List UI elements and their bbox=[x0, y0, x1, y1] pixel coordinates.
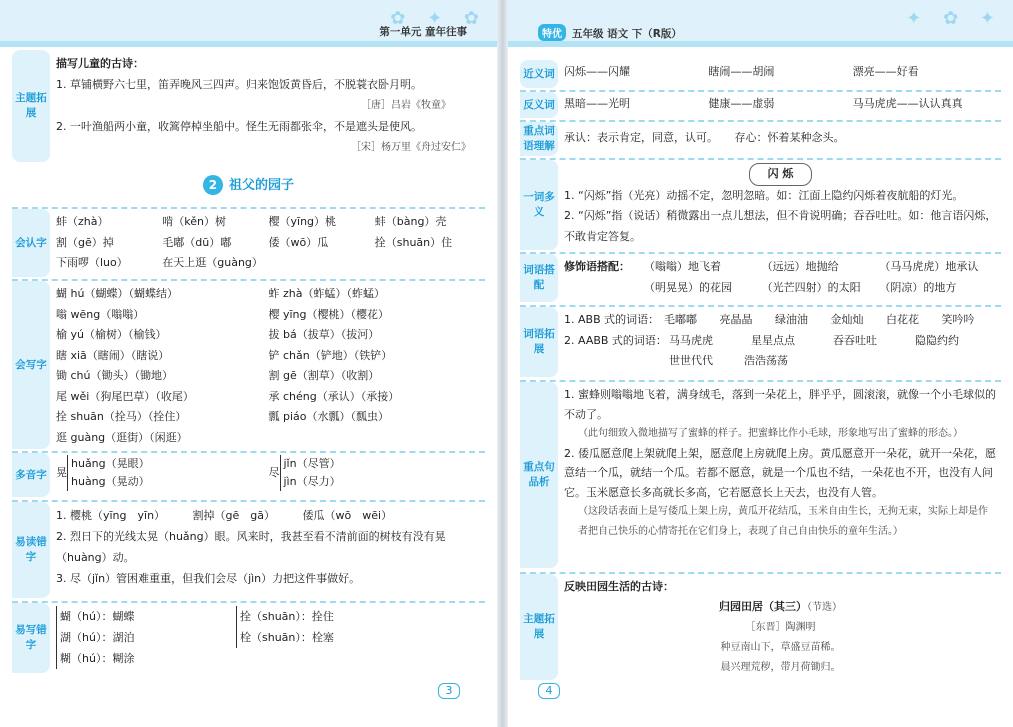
poem-author: ［东晋］陶渊明 bbox=[745, 622, 816, 633]
poem-title: 归园田居（其三） bbox=[719, 600, 807, 613]
accum-word: 隐隐约约 bbox=[915, 333, 959, 347]
misread-line: 3. 尽（jǐn）管困难重重，但我们会尽（jìn）力把这件事做好。 bbox=[56, 572, 361, 585]
char-item: 啃（kěn）树 bbox=[162, 215, 226, 228]
char-item: 在天上逛（guàng） bbox=[162, 256, 263, 269]
lesson-title-text: 祖父的园子 bbox=[228, 178, 294, 193]
poly-reading: jǐn（尽管） bbox=[283, 457, 341, 470]
write-item: 蝴 hú（蝴蝶）（蝴蝶结） bbox=[56, 287, 178, 300]
accum-word: 吞吞吐吐 bbox=[833, 333, 877, 347]
miswrite-block bbox=[12, 601, 485, 673]
misread-line: 1. 樱桃（yīng yīn） 割掉（gē gā） 倭瓜（wō wēi） bbox=[56, 509, 393, 522]
grade-title: 五年级 语文 下（R版） bbox=[572, 28, 682, 40]
write-item: 拴 shuān（拴马）（拴住） bbox=[56, 410, 187, 423]
book-header bbox=[538, 24, 682, 41]
unit-header: 第一单元 童年往事 bbox=[379, 26, 467, 38]
write-item: 尾 wěi（狗尾巴草）（收尾） bbox=[56, 389, 194, 403]
misread-block bbox=[12, 500, 485, 598]
block-label: 主题拓展 bbox=[12, 50, 50, 162]
block-label: 易读错字 bbox=[12, 502, 50, 598]
misread-line: 2. 烈日下的光线太晃（huǎng）眼。风来时，我甚至看不清前面的树枝有没有晃（huàng）动。 bbox=[56, 530, 446, 564]
char-item: 割（gē）掉 bbox=[56, 235, 114, 249]
miswrite-item: 湖（hú）：湖泊 bbox=[60, 631, 135, 644]
collocation-item: （阴凉）的地方 bbox=[879, 280, 957, 294]
recognize-block bbox=[12, 207, 485, 277]
brand-logo: 特优 bbox=[538, 24, 566, 41]
char-item: 毛嘟（dū）嘟 bbox=[162, 235, 232, 249]
definition: 承认：表示肯定，同意，认可。 bbox=[564, 131, 713, 144]
block-label: 反义词 bbox=[520, 92, 558, 118]
poem-source: ［宋］杨万里《舟过安仁》 bbox=[351, 142, 471, 153]
word-expand-block bbox=[520, 305, 1001, 377]
write-item: 樱 yīng（樱桃）（樱花） bbox=[268, 307, 390, 321]
collocation-block bbox=[520, 252, 1001, 302]
accum-word: 金灿灿 bbox=[830, 313, 864, 326]
write-item: 逛 guàng（逛街）（闲逛） bbox=[56, 430, 188, 444]
poly-reading: huàng（晃动） bbox=[71, 475, 150, 488]
collocation-item: （马马虎虎）地承认 bbox=[879, 260, 979, 273]
accum-heading: 2. AABB 式的词语： bbox=[564, 333, 667, 347]
word-pair: 马马虎虎——认认真真 bbox=[852, 97, 963, 110]
decor-dots: ✦ ✿ ✦ bbox=[906, 8, 1003, 29]
poem-line: 种豆南山下，草盛豆苗稀。 bbox=[720, 642, 841, 653]
header-bar bbox=[508, 41, 1013, 47]
block-label: 词语搭配 bbox=[520, 254, 558, 302]
sentence-note: （这段话表面上是写倭瓜上架上房，黄瓜开花结瓜，玉米自由生长，无拘无束，实际上却是作者把自己快乐的心情寄托在它们身上，表现了自己自由快乐的童年生活。） bbox=[578, 506, 988, 537]
block-label: 重点词语理解 bbox=[520, 122, 558, 156]
accum-word: 毛嘟嘟 bbox=[664, 313, 697, 326]
accum-word: 白花花 bbox=[886, 313, 919, 326]
block-label: 一词多义 bbox=[520, 160, 558, 250]
block-label: 多音字 bbox=[12, 453, 50, 497]
block-label: 重点句品析 bbox=[520, 382, 558, 568]
key-words-block bbox=[520, 120, 1001, 156]
miswrite-item: 糊（hú）：糊涂 bbox=[60, 652, 135, 665]
char-item: 下雨啰（luo） bbox=[56, 256, 128, 269]
book-spine bbox=[497, 0, 508, 727]
collocation-item: （嗡嗡）地飞着 bbox=[644, 260, 721, 273]
write-item: 嗡 wēng（嗡嗡） bbox=[56, 307, 145, 321]
word-pair: 健康——虚弱 bbox=[708, 97, 775, 110]
write-item: 承 chéng（承认）（承接） bbox=[268, 389, 400, 403]
poem-line: 1. 草铺横野六七里，笛弄晚风三四声。归来饱饭黄昏后，不脱蓑衣卧月明。 bbox=[56, 78, 422, 91]
poem-heading: 描写儿童的古诗： bbox=[56, 57, 144, 70]
miswrite-item: 蝴（hú）：蝴蝶 bbox=[60, 610, 135, 623]
poly-char: 尽 bbox=[268, 466, 280, 479]
theme-expand-block bbox=[520, 572, 1001, 680]
poly-reading: jìn（尽力） bbox=[283, 475, 341, 488]
poly-reading: huǎng（晃眼） bbox=[71, 457, 150, 470]
sentence: 1. 蜜蜂则嗡嗡地飞着，满身绒毛，落到一朵花上，胖乎乎，圆滚滚，就像一个小毛球似的不动了。 bbox=[564, 388, 996, 421]
poem-line: 晨兴理荒秽，带月荷锄归。 bbox=[720, 662, 841, 673]
page-number: 4 bbox=[538, 683, 560, 699]
block-label: 近义词 bbox=[520, 60, 558, 88]
write-block bbox=[12, 279, 485, 449]
block-label: 会认字 bbox=[12, 209, 50, 277]
word-pair: 漂亮——好看 bbox=[852, 65, 919, 78]
header-bar bbox=[0, 41, 497, 47]
block-label: 主题拓展 bbox=[520, 574, 558, 680]
poem-source: ［唐］吕岩《牧童》 bbox=[361, 100, 451, 111]
definition: 存心：怀着某种念头。 bbox=[734, 131, 845, 144]
write-item: 榆 yú（榆树）（榆钱） bbox=[56, 328, 167, 341]
char-item: 蚌（bàng）壳 bbox=[374, 215, 447, 228]
theme-heading: 反映田园生活的古诗： bbox=[564, 580, 674, 593]
polyphone-block bbox=[12, 451, 485, 497]
collocation-heading: 修饰语搭配： bbox=[564, 260, 630, 273]
collocation-item: （光芒四射）的太阳 bbox=[761, 280, 861, 294]
accum-word: 绿油油 bbox=[775, 313, 808, 326]
accum-word: 马马虎虎 bbox=[669, 333, 713, 347]
write-item: 铲 chǎn（铲地）（铁铲） bbox=[268, 348, 393, 362]
miswrite-item: 拴（shuān）：拴住 bbox=[240, 610, 334, 623]
sentence-analysis-block bbox=[520, 380, 1001, 568]
accum-word: 笑吟吟 bbox=[941, 313, 975, 326]
theme-expand-block bbox=[12, 50, 485, 162]
write-item: 瓢 piáo（水瓢）（瓢虫） bbox=[268, 410, 390, 423]
word-pair: 闪烁——闪耀 bbox=[564, 65, 630, 78]
word-pill: 闪 烁 bbox=[749, 163, 813, 186]
lesson-number: 2 bbox=[203, 175, 223, 195]
sentence: 2. 倭瓜愿意爬上架就爬上架，愿意爬上房就爬上房。黄瓜愿意开一朵花，就开一朵花，愿意结一个瓜，就结一个瓜。若都不愿意，就是一个瓜也不结，一朵花也不开，也没有人问它。玉米愿意长多高就长多高，它若愿意长上天去，也没有人管。 bbox=[564, 446, 996, 499]
collocation-item: （明晃晃）的花园 bbox=[644, 280, 732, 294]
sentence-note: （此句细致入微地描写了蜜蜂的样子。把蜜蜂比作小毛球，形象地写出了蜜蜂的形态。） bbox=[578, 428, 963, 439]
left-page bbox=[0, 0, 497, 727]
write-item: 锄 chú（锄头）（锄地） bbox=[56, 369, 173, 382]
accum-heading: 1. ABB 式的词语： bbox=[564, 313, 660, 326]
poly-char: 晃 bbox=[56, 466, 67, 479]
page-number: 3 bbox=[438, 683, 460, 699]
poem-line: 2. 一叶渔船两小童，收篙停棹坐船中。怪生无雨都张伞，不是遮头是使风。 bbox=[56, 120, 422, 133]
char-item: 蚌（zhà） bbox=[56, 215, 109, 228]
char-item: 樱（yīng）桃 bbox=[268, 215, 337, 228]
char-item: 倭（wō）瓜 bbox=[268, 235, 329, 249]
antonym-block bbox=[520, 90, 1001, 118]
lesson-title bbox=[0, 174, 497, 195]
word-pair: 瞎闹——胡闹 bbox=[708, 65, 775, 78]
meaning-line: 2. “闪烁”指（说话）稍微露出一点儿想法，但不肯说明确；吞吞吐吐。如：他言语闪烁，不敢肯定答复。 bbox=[564, 209, 997, 243]
polysemy-block bbox=[520, 158, 1001, 250]
write-item: 蚱 zhà（蚱蜢）（蚱蜢） bbox=[268, 287, 385, 300]
miswrite-item: 栓（shuān）：栓塞 bbox=[240, 631, 334, 644]
poem-note: （节选） bbox=[807, 602, 842, 613]
block-label: 易写错字 bbox=[12, 603, 50, 673]
header-band bbox=[0, 0, 497, 46]
word-pair: 黑暗——光明 bbox=[564, 97, 630, 110]
char-item: 拴（shuān）住 bbox=[374, 235, 453, 249]
write-item: 拔 bá（拔草）（拔河） bbox=[268, 328, 380, 341]
collocation-item: （远远）地抛给 bbox=[761, 260, 839, 273]
accum-word: 世世代代 bbox=[669, 354, 713, 367]
accum-word: 浩浩荡荡 bbox=[744, 354, 788, 367]
write-item: 割 gē（割草）（收割） bbox=[268, 369, 380, 382]
synonym-block bbox=[520, 60, 1001, 88]
right-page bbox=[508, 0, 1013, 727]
block-label: 词语拓展 bbox=[520, 307, 558, 377]
accum-word: 亮晶晶 bbox=[719, 313, 753, 326]
accum-word: 星星点点 bbox=[751, 333, 795, 347]
decor-dots: ✿ ✦ ✿ bbox=[390, 8, 487, 29]
meaning-line: 1. “闪烁”指（光亮）动摇不定，忽明忽暗。如：江面上隐约闪烁着夜航船的灯光。 bbox=[564, 188, 964, 202]
write-item: 瞎 xiā（瞎闹）（瞎说） bbox=[56, 348, 170, 362]
block-label: 会写字 bbox=[12, 281, 50, 449]
